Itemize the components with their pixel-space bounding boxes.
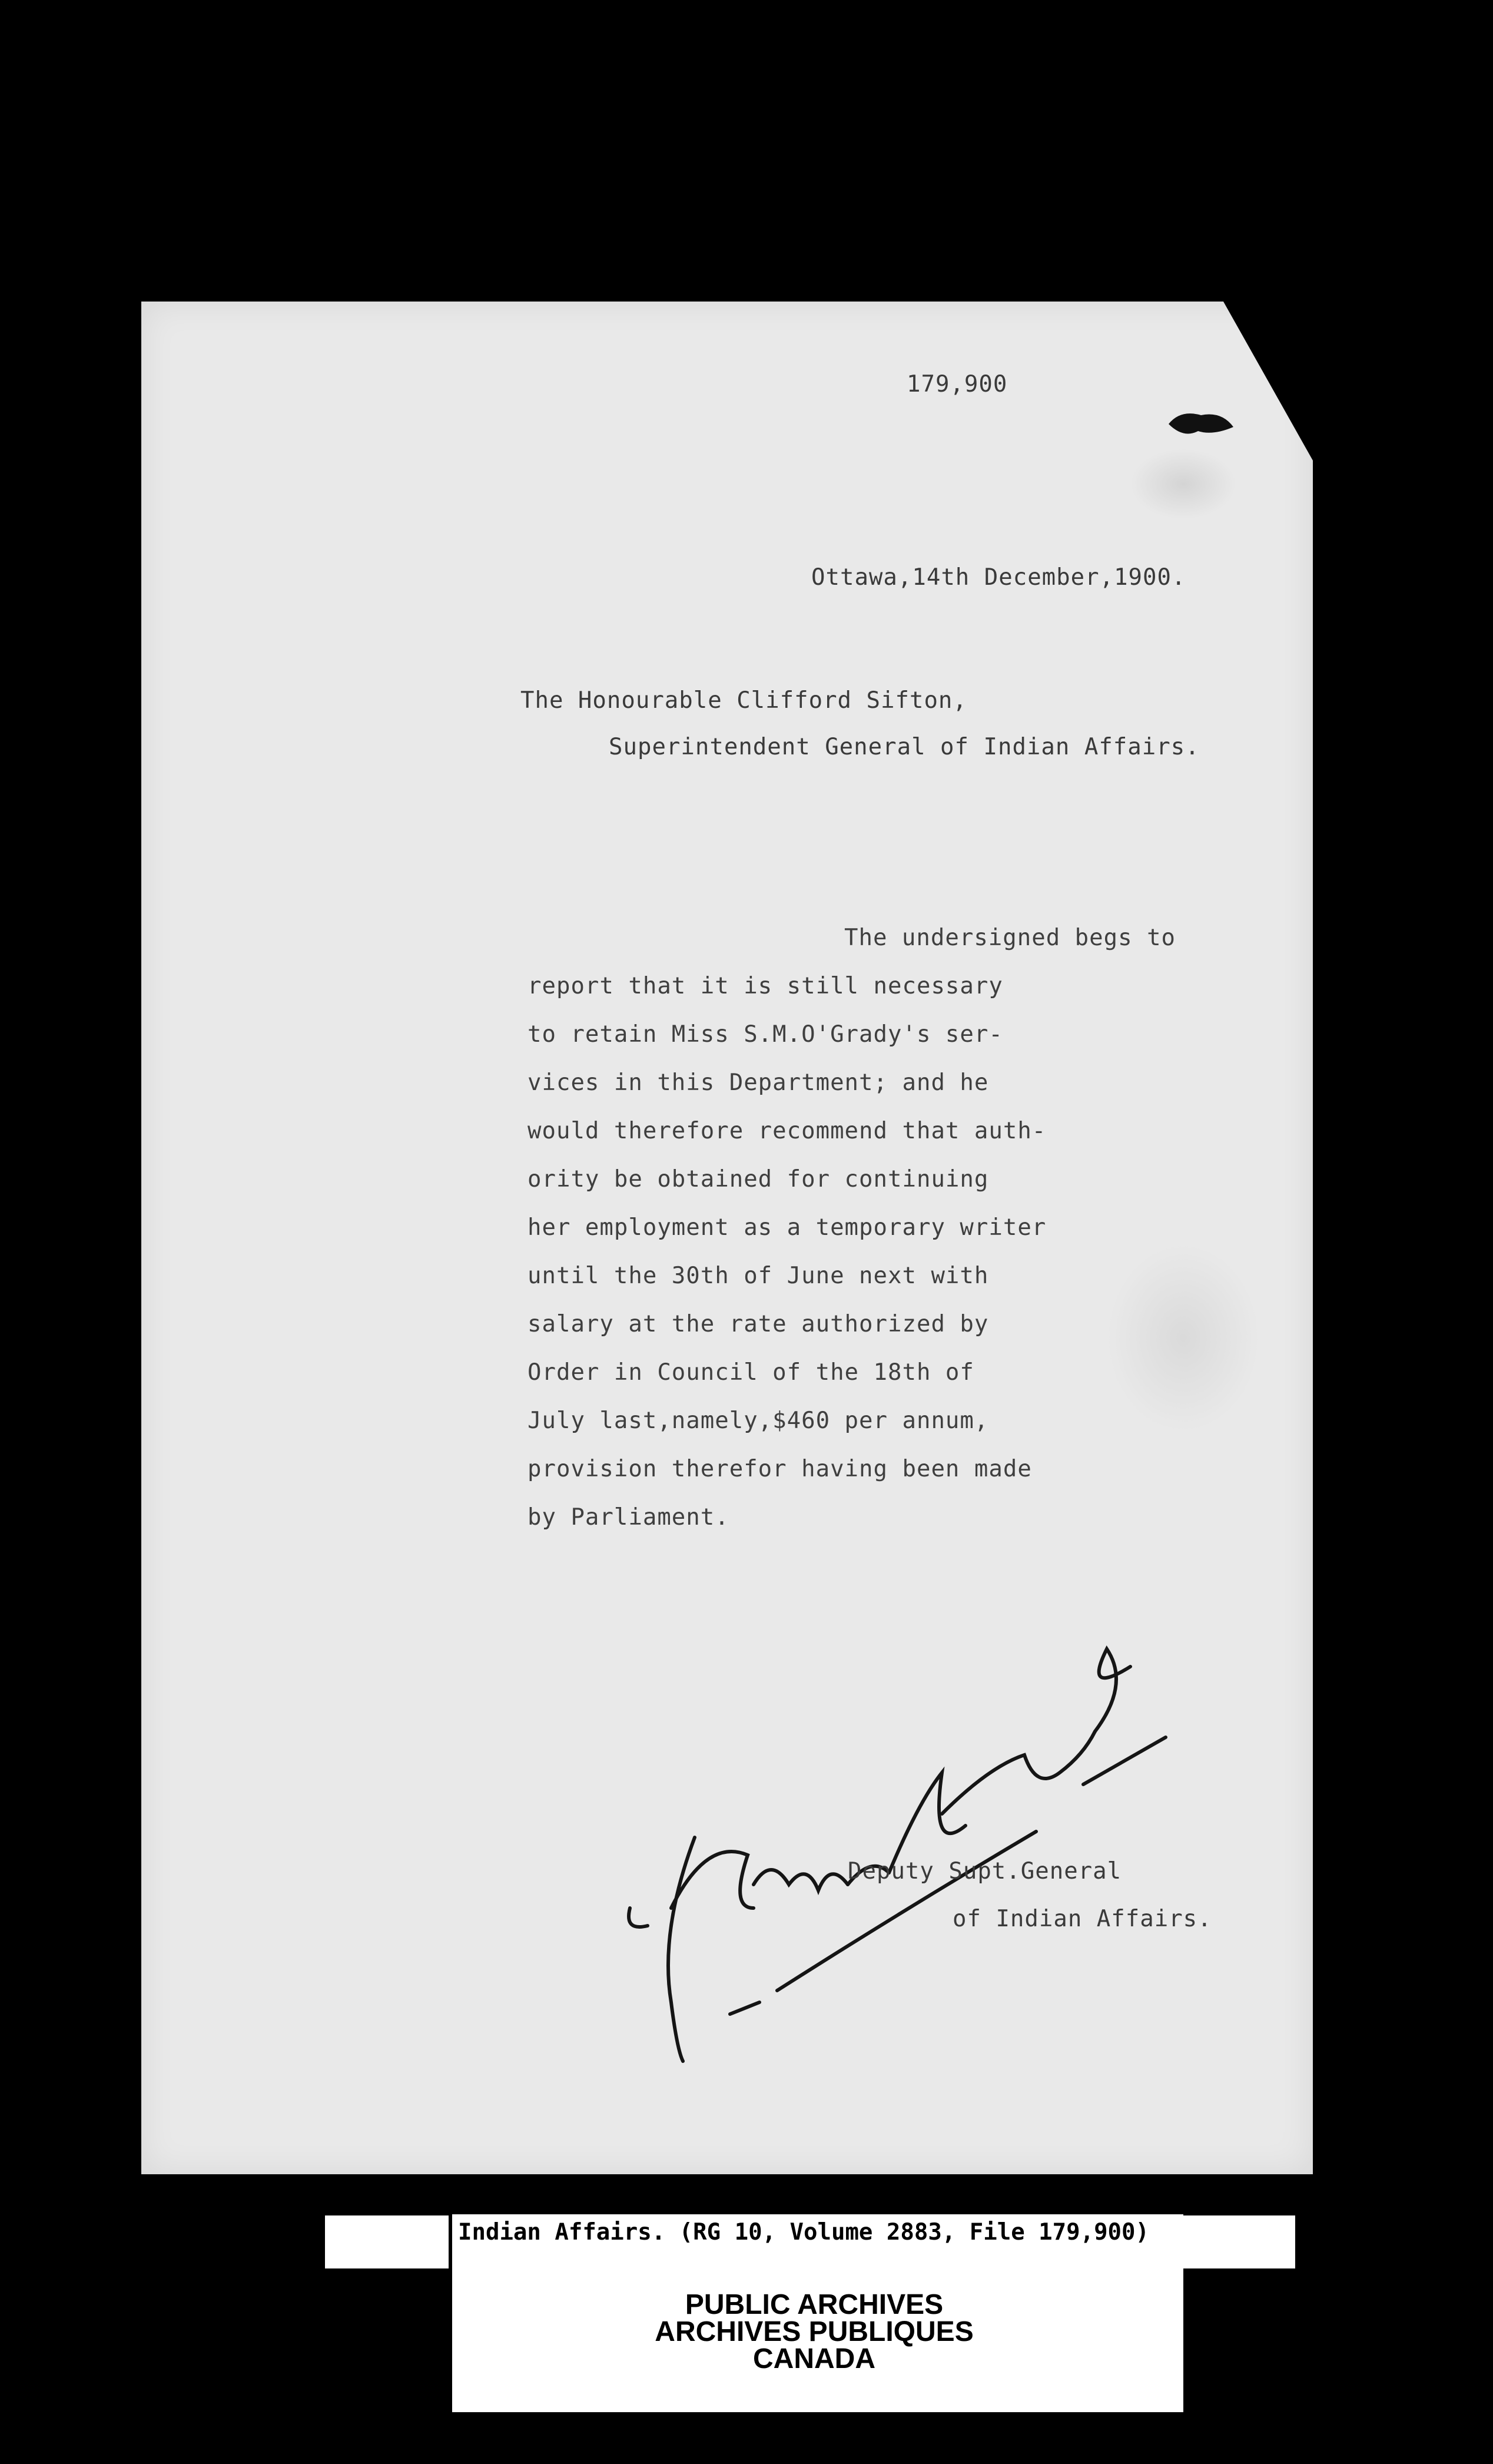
body-line: vices in this Department; and he: [527, 1069, 989, 1096]
addressee-title: Superintendent General of Indian Affairs.: [609, 734, 1200, 760]
archive-line: PUBLIC ARCHIVES: [685, 2289, 944, 2320]
paper-stain: [1130, 449, 1236, 519]
svg-text:Sd/ James A. Smart: Sd/ James A. Smart: [618, 1943, 624, 1944]
file-number: 179,900: [907, 371, 1008, 398]
body-line: The undersigned begs to: [844, 925, 1176, 951]
body-line: salary at the rate authorized by: [527, 1311, 989, 1337]
body-line: ority be obtained for continuing: [527, 1166, 989, 1193]
archive-reference: Indian Affairs. (RG 10, Volume 2883, File 179,900): [458, 2219, 1149, 2246]
body-line: to retain Miss S.M.O'Grady's ser-: [527, 1021, 1003, 1048]
body-line: would therefore recommend that auth-: [527, 1118, 1047, 1144]
ink-blot: [1166, 406, 1236, 442]
archive-line: CANADA: [753, 2343, 875, 2374]
paper-stain: [1107, 1244, 1260, 1432]
handwritten-signature: [612, 1578, 1177, 2073]
signer-title: Deputy Supt.General: [848, 1858, 1122, 1885]
archive-line: ARCHIVES PUBLIQUES: [655, 2316, 974, 2347]
body-line: by Parliament.: [527, 1504, 729, 1531]
addressee-name: The Honourable Clifford Sifton,: [520, 687, 967, 714]
signer-title: of Indian Affairs.: [953, 1906, 1212, 1932]
body-line: provision therefor having been made: [527, 1456, 1032, 1482]
place-date: Ottawa,14th December,1900.: [811, 564, 1186, 591]
body-line: until the 30th of June next with: [527, 1263, 989, 1289]
body-line: report that it is still necessary: [527, 973, 1003, 999]
body-line: her employment as a temporary writer: [527, 1214, 1047, 1241]
body-line: Order in Council of the 18th of: [527, 1359, 974, 1386]
body-line: July last,namely,$460 per annum,: [527, 1407, 989, 1434]
